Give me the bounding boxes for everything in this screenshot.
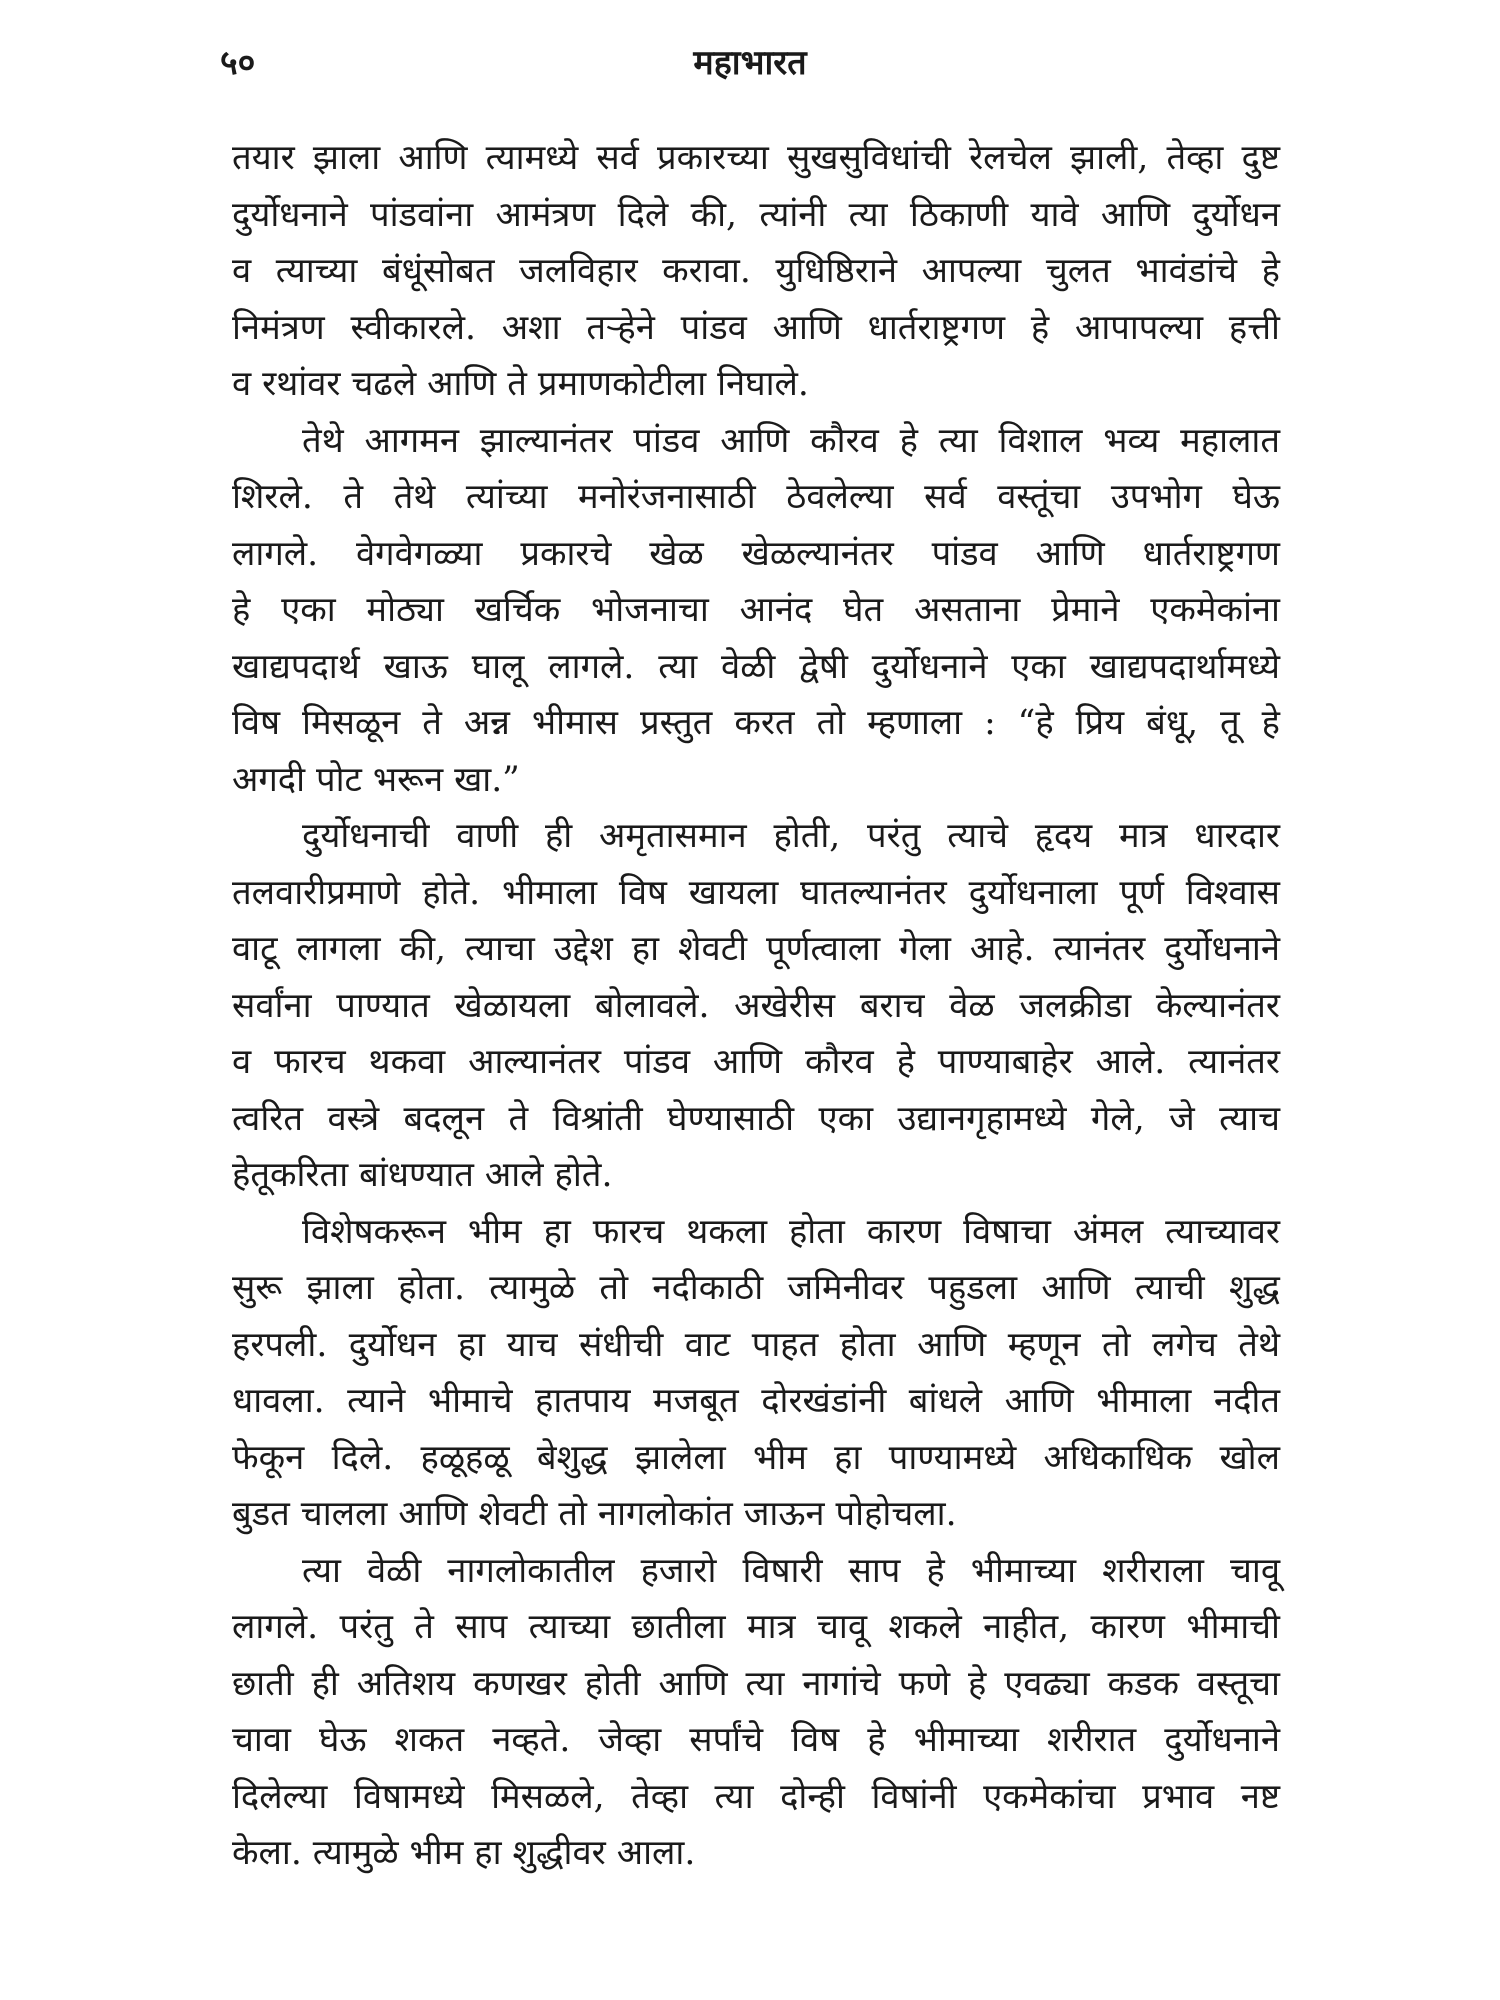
text-line: व त्याच्या बंधूंसोबत जलविहार करावा. युधिष्ठिराने आपल्या चुलत भावंडांचे हे [232,251,1280,291]
text-line: छाती ही अतिशय कणखर होती आणि त्या नागांचे फणे हे एवढ्या कडक वस्तूचा [232,1663,1280,1704]
text-line: अगदी पोट भरून खा.” [232,759,520,800]
text-line: दिलेल्या विषामध्ये मिसळले, तेव्हा त्या दोन्ही विषांनी एकमेकांचा प्रभाव नष्ट [232,1776,1280,1817]
text-line: विष मिसळून ते अन्न भीमास प्रस्तुत करत तो म्हणाला : “हे प्रिय बंधू, तू हे [232,703,1280,743]
text-line: सुरू झाला होता. त्यामुळे तो नदीकाठी जमिनीवर पहुडला आणि त्याची शुद्ध [232,1268,1280,1308]
running-title: महाभारत [693,43,807,83]
text-line: धावला. त्याने भीमाचे हातपाय मजबूत दोरखंडांनी बांधले आणि भीमाला नदीत [232,1381,1280,1421]
text-line: बुडत चालला आणि शेवटी तो नागलोकांत जाऊन पोहोचला. [232,1494,957,1534]
text-line: तलवारीप्रमाणे होते. भीमाला विष खायला घातल्यानंतर दुर्योधनाला पूर्ण विश्वास [232,872,1280,913]
text-line: त्वरित वस्त्रे बदलून ते विश्रांती घेण्यासाठी एका उद्यानगृहामध्ये गेले, जे त्याच [232,1098,1280,1139]
text-line: वाटू लागला की, त्याचा उद्देश हा शेवटी पूर्णत्वाला गेला आहे. त्यानंतर दुर्योधनाने [232,929,1280,969]
text-line: तयार झाला आणि त्यामध्ये सर्व प्रकारच्या सुखसुविधांची रेलचेल झाली, तेव्हा दुष्ट [232,138,1280,178]
text-line: निमंत्रण स्वीकारले. अशा तऱ्हेने पांडव आणि धार्तराष्ट्रगण हे आपापल्या हत्ती [232,307,1280,348]
text-line: केला. त्यामुळे भीम हा शुद्धीवर आला. [232,1833,696,1873]
text-line: चावा घेऊ शकत नव्हते. जेव्हा सर्पांचे विष हे भीमाच्या शरीरात दुर्योधनाने [232,1720,1280,1760]
text-line: दुर्योधनाने पांडवांना आमंत्रण दिले की, त्यांनी त्या ठिकाणी यावे आणि दुर्योधन [232,194,1280,235]
page-number: ५० [220,43,256,83]
text-line: हेतूकरिता बांधण्यात आले होते. [232,1155,613,1195]
text-line: हरपली. दुर्योधन हा याच संधीची वाट पाहत होता आणि म्हणून तो लगेच तेथे [232,1324,1280,1365]
text-line: त्या वेळी नागलोकातील हजारो विषारी साप हे भीमाच्या शरीराला चावू [302,1550,1280,1591]
text-line: हे एका मोठ्या खर्चिक भोजनाचा आनंद घेत असताना प्रेमाने एकमेकांना [232,590,1280,630]
text-line: सर्वांना पाण्यात खेळायला बोलावले. अखेरीस बराच वेळ जलक्रीडा केल्यानंतर [232,985,1280,1026]
body-text [232,130,1280,1882]
text-line: फेकून दिले. हळूहळू बेशुद्ध झालेला भीम हा पाण्यामध्ये अधिकाधिक खोल [232,1437,1280,1478]
text-line: खाद्यपदार्थ खाऊ घालू लागले. त्या वेळी द्वेषी दुर्योधनाने एका खाद्यपदार्थामध्ये [232,646,1280,687]
text-line: दुर्योधनाची वाणी ही अमृतासमान होती, परंतु त्याचे हृदय मात्र धारदार [302,816,1280,856]
text-line: शिरले. ते तेथे त्यांच्या मनोरंजनासाठी ठेवलेल्या सर्व वस्तूंचा उपभोग घेऊ [232,477,1280,517]
text-line: लागले. वेगवेगळ्या प्रकारचे खेळ खेळल्यानंतर पांडव आणि धार्तराष्ट्रगण [232,533,1280,574]
text-line: तेथे आगमन झाल्यानंतर पांडव आणि कौरव हे त्या विशाल भव्य महालात [302,420,1280,461]
text-line: विशेषकरून भीम हा फारच थकला होता कारण विषाचा अंमल त्याच्यावर [302,1211,1280,1252]
text-line: व रथांवर चढले आणि ते प्रमाणकोटीला निघाले. [232,364,809,404]
text-line: व फारच थकवा आल्यानंतर पांडव आणि कौरव हे पाण्याबाहेर आले. त्यानंतर [232,1042,1280,1082]
text-line: लागले. परंतु ते साप त्याच्या छातीला मात्र चावू शकले नाहीत, कारण भीमाची [232,1607,1280,1647]
page-header [220,38,1280,88]
